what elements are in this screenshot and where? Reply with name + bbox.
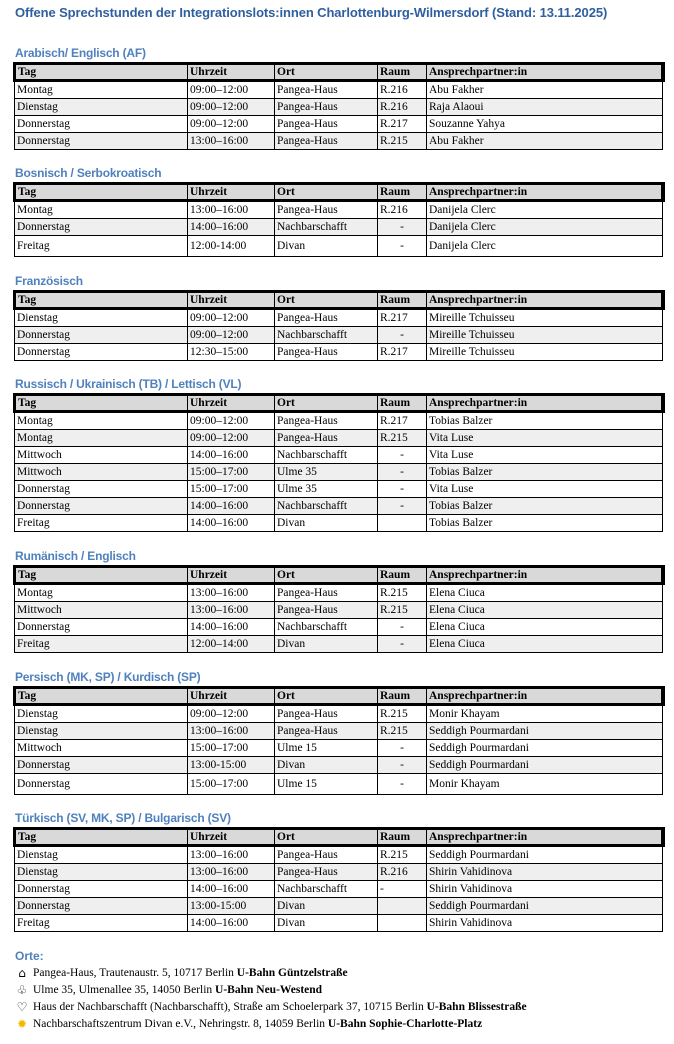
cell-room: R.215 — [378, 584, 427, 602]
cell-room: - — [378, 636, 427, 653]
cell-time: 09:00–12:00 — [188, 327, 275, 344]
table-row — [15, 723, 663, 740]
column-header: Ort — [275, 567, 378, 584]
cell-room: R.215 — [378, 430, 427, 447]
column-header: Ort — [275, 292, 378, 309]
table-row — [15, 846, 663, 864]
column-header: Ansprechpartner:in — [427, 688, 663, 705]
table-row — [15, 464, 663, 481]
table-row — [15, 705, 663, 723]
cell-contact: Vita Luse — [427, 481, 663, 498]
cell-location: Pangea-Haus — [275, 116, 378, 133]
column-header: Raum — [378, 688, 427, 705]
table-header-row — [15, 829, 663, 846]
table-row — [15, 219, 663, 236]
table-row — [15, 116, 663, 133]
cell-time: 15:00–17:00 — [188, 481, 275, 498]
schedule-section — [13, 376, 661, 532]
cell-contact: Danijela Clerc — [427, 201, 663, 219]
section-heading: Französisch — [15, 274, 83, 288]
column-header: Ort — [275, 184, 378, 201]
cell-contact: Shirin Vahidinova — [427, 915, 663, 932]
cell-room: R.216 — [378, 201, 427, 219]
cell-location: Nachbarschafft — [275, 498, 378, 515]
column-header: Tag — [15, 688, 188, 705]
section-heading: Russisch / Ukrainisch (TB) / Lettisch (VL) — [15, 377, 242, 391]
cell-day: Montag — [15, 201, 188, 219]
cell-room: - — [378, 481, 427, 498]
cell-room — [378, 915, 427, 932]
cell-contact: Seddigh Pourmardani — [427, 846, 663, 864]
column-header: Ansprechpartner:in — [427, 829, 663, 846]
table-row — [15, 309, 663, 327]
cell-day: Donnerstag — [15, 116, 188, 133]
cell-time: 13:00–16:00 — [188, 133, 275, 150]
cell-room: R.217 — [378, 309, 427, 327]
table-row — [15, 602, 663, 619]
cell-day: Donnerstag — [15, 133, 188, 150]
column-header: Uhrzeit — [188, 395, 275, 412]
cell-room: R.215 — [378, 602, 427, 619]
cell-time: 14:00–16:00 — [188, 881, 275, 898]
cell-location: Pangea-Haus — [275, 344, 378, 361]
column-header: Raum — [378, 184, 427, 201]
cell-contact: Tobias Balzer — [427, 464, 663, 481]
cell-contact: Danijela Clerc — [427, 236, 663, 257]
legend-address: Nachbarschaftszentrum Divan e.V., Nehringstr. 8, 14059 Berlin — [33, 1018, 328, 1030]
cell-time: 13:00–16:00 — [188, 584, 275, 602]
cell-contact: Souzanne Yahya — [427, 116, 663, 133]
cell-room: R.215 — [378, 723, 427, 740]
cell-contact: Elena Ciuca — [427, 636, 663, 653]
cell-contact: Danijela Clerc — [427, 219, 663, 236]
cell-location: Nachbarschafft — [275, 219, 378, 236]
schedule-table — [13, 686, 665, 795]
table-row — [15, 498, 663, 515]
cell-room: - — [378, 464, 427, 481]
tree-icon: ♧ — [16, 983, 28, 997]
cell-day: Dienstag — [15, 309, 188, 327]
cell-day: Donnerstag — [15, 757, 188, 774]
cell-day: Mittwoch — [15, 464, 188, 481]
cell-time: 13:00-15:00 — [188, 757, 275, 774]
cell-contact: Mireille Tchuisseu — [427, 327, 663, 344]
cell-location: Pangea-Haus — [275, 412, 378, 430]
table-row — [15, 236, 663, 257]
cell-contact: Seddigh Pourmardani — [427, 757, 663, 774]
cell-location: Pangea-Haus — [275, 584, 378, 602]
schedule-section — [13, 165, 661, 257]
schedule-table — [13, 182, 665, 257]
schedule-section — [13, 45, 661, 150]
column-header: Ansprechpartner:in — [427, 64, 663, 81]
legend-item — [15, 965, 527, 982]
table-row — [15, 515, 663, 532]
cell-location: Ulme 35 — [275, 481, 378, 498]
cell-contact: Mireille Tchuisseu — [427, 344, 663, 361]
table-row — [15, 774, 663, 795]
cell-day: Dienstag — [15, 846, 188, 864]
cell-room: - — [378, 219, 427, 236]
cell-time: 14:00–16:00 — [188, 915, 275, 932]
cell-room: - — [378, 327, 427, 344]
cell-day: Donnerstag — [15, 219, 188, 236]
schedule-section — [13, 669, 661, 795]
cell-room: R.217 — [378, 412, 427, 430]
cell-room: - — [378, 619, 427, 636]
cell-room: R.216 — [378, 864, 427, 881]
column-header: Raum — [378, 292, 427, 309]
cell-day: Freitag — [15, 515, 188, 532]
cell-location: Nachbarschafft — [275, 619, 378, 636]
cell-location: Pangea-Haus — [275, 864, 378, 881]
cell-contact: Elena Ciuca — [427, 602, 663, 619]
table-row — [15, 864, 663, 881]
column-header: Ansprechpartner:in — [427, 567, 663, 584]
cell-location: Nachbarschafft — [275, 447, 378, 464]
cell-location: Pangea-Haus — [275, 99, 378, 116]
cell-location: Divan — [275, 898, 378, 915]
cell-time: 15:00–17:00 — [188, 464, 275, 481]
cell-time: 14:00–16:00 — [188, 447, 275, 464]
table-row — [15, 327, 663, 344]
legend-transit: U-Bahn Güntzelstraße — [236, 967, 348, 979]
legend-item — [15, 1016, 527, 1033]
sun-icon: ✹ — [16, 1017, 28, 1031]
column-header: Ansprechpartner:in — [427, 184, 663, 201]
table-header-row — [15, 292, 663, 309]
cell-location: Pangea-Haus — [275, 309, 378, 327]
cell-location: Nachbarschafft — [275, 881, 378, 898]
column-header: Ansprechpartner:in — [427, 395, 663, 412]
cell-contact: Shirin Vahidinova — [427, 864, 663, 881]
table-row — [15, 619, 663, 636]
column-header: Ort — [275, 64, 378, 81]
table-row — [15, 99, 663, 116]
cell-day: Montag — [15, 584, 188, 602]
cell-contact: Abu Fakher — [427, 81, 663, 99]
cell-day: Montag — [15, 81, 188, 99]
cell-contact: Raja Alaoui — [427, 99, 663, 116]
cell-day: Freitag — [15, 636, 188, 653]
cell-time: 09:00–12:00 — [188, 412, 275, 430]
column-header: Ort — [275, 829, 378, 846]
cell-room: - — [378, 447, 427, 464]
cell-time: 13:00–16:00 — [188, 201, 275, 219]
cell-day: Mittwoch — [15, 602, 188, 619]
cell-location: Divan — [275, 915, 378, 932]
cell-day: Dienstag — [15, 705, 188, 723]
cell-location: Pangea-Haus — [275, 81, 378, 99]
legend-address: Haus der Nachbarschafft (Nachbarschafft), Straße am Schoelerpark 37, 10715 Berlin — [33, 1001, 427, 1013]
cell-room — [378, 898, 427, 915]
cell-time: 09:00–12:00 — [188, 81, 275, 99]
column-header: Tag — [15, 829, 188, 846]
cell-time: 12:30–15:00 — [188, 344, 275, 361]
legend-heading: Orte: — [15, 949, 44, 963]
cell-day: Donnerstag — [15, 498, 188, 515]
column-header: Raum — [378, 567, 427, 584]
section-heading: Türkisch (SV, MK, SP) / Bulgarisch (SV) — [15, 811, 231, 825]
cell-contact: Mireille Tchuisseu — [427, 309, 663, 327]
schedule-table — [13, 827, 665, 932]
cell-contact: Shirin Vahidinova — [427, 881, 663, 898]
table-row — [15, 133, 663, 150]
section-heading: Persisch (MK, SP) / Kurdisch (SP) — [15, 670, 201, 684]
table-header-row — [15, 184, 663, 201]
house-icon: ⌂ — [18, 966, 26, 980]
cell-location: Pangea-Haus — [275, 133, 378, 150]
table-row — [15, 740, 663, 757]
locations-legend — [15, 947, 527, 1033]
table-header-row — [15, 567, 663, 584]
cell-day: Montag — [15, 430, 188, 447]
schedule-table — [13, 393, 665, 532]
column-header: Ort — [275, 688, 378, 705]
cell-location: Divan — [275, 636, 378, 653]
cell-time: 15:00–17:00 — [188, 740, 275, 757]
table-row — [15, 636, 663, 653]
cell-room: R.217 — [378, 116, 427, 133]
cell-time: 13:00–16:00 — [188, 864, 275, 881]
column-header: Uhrzeit — [188, 829, 275, 846]
schedule-table — [13, 565, 665, 653]
cell-time: 14:00–16:00 — [188, 619, 275, 636]
cell-time: 12:00–14:00 — [188, 636, 275, 653]
cell-location: Pangea-Haus — [275, 430, 378, 447]
cell-room: - — [378, 774, 427, 795]
cell-contact: Vita Luse — [427, 430, 663, 447]
cell-contact: Seddigh Pourmardani — [427, 898, 663, 915]
column-header: Ansprechpartner:in — [427, 292, 663, 309]
schedule-section — [13, 548, 661, 653]
column-header: Ort — [275, 395, 378, 412]
table-row — [15, 81, 663, 99]
page-title: Offene Sprechstunden der Integrationslots:innen Charlottenburg-Wilmersdorf (Stand: 13.11.2025) — [15, 5, 608, 20]
column-header: Raum — [378, 64, 427, 81]
table-row — [15, 898, 663, 915]
legend-address: Ulme 35, Ulmenallee 35, 14050 Berlin — [33, 984, 216, 996]
column-header: Uhrzeit — [188, 292, 275, 309]
column-header: Tag — [15, 395, 188, 412]
legend-transit: U-Bahn Neu-Westend — [215, 984, 323, 996]
cell-time: 09:00–12:00 — [188, 99, 275, 116]
cell-room: - — [378, 740, 427, 757]
cell-room: - — [378, 498, 427, 515]
cell-location: Divan — [275, 236, 378, 257]
cell-day: Donnerstag — [15, 619, 188, 636]
cell-room: R.216 — [378, 81, 427, 99]
cell-room: - — [378, 236, 427, 257]
column-header: Raum — [378, 395, 427, 412]
cell-contact: Seddigh Pourmardani — [427, 740, 663, 757]
legend-item — [15, 999, 527, 1016]
cell-day: Donnerstag — [15, 774, 188, 795]
cell-room: - — [378, 757, 427, 774]
column-header: Uhrzeit — [188, 184, 275, 201]
section-heading: Bosnisch / Serbokroatisch — [15, 166, 162, 180]
legend-address: Pangea-Haus, Trautenaustr. 5, 10717 Berlin — [33, 967, 237, 979]
table-row — [15, 881, 663, 898]
column-header: Tag — [15, 292, 188, 309]
cell-contact: Vita Luse — [427, 447, 663, 464]
table-row — [15, 584, 663, 602]
cell-day: Donnerstag — [15, 344, 188, 361]
cell-day: Dienstag — [15, 99, 188, 116]
cell-time: 13:00-15:00 — [188, 898, 275, 915]
table-row — [15, 201, 663, 219]
cell-day: Donnerstag — [15, 327, 188, 344]
column-header: Tag — [15, 567, 188, 584]
cell-location: Pangea-Haus — [275, 201, 378, 219]
cell-room: R.216 — [378, 99, 427, 116]
cell-location: Pangea-Haus — [275, 602, 378, 619]
legend-items — [15, 965, 527, 1033]
section-heading: Arabisch/ Englisch (AF) — [15, 46, 146, 60]
cell-contact: Monir Khayam — [427, 705, 663, 723]
cell-day: Freitag — [15, 236, 188, 257]
cell-day: Donnerstag — [15, 898, 188, 915]
cell-day: Mittwoch — [15, 740, 188, 757]
cell-contact: Monir Khayam — [427, 774, 663, 795]
cell-location: Pangea-Haus — [275, 723, 378, 740]
schedule-table — [13, 290, 665, 361]
column-header: Uhrzeit — [188, 64, 275, 81]
cell-location: Pangea-Haus — [275, 846, 378, 864]
table-header-row — [15, 64, 663, 81]
table-row — [15, 481, 663, 498]
cell-day: Dienstag — [15, 864, 188, 881]
cell-day: Donnerstag — [15, 881, 188, 898]
table-row — [15, 430, 663, 447]
cell-day: Donnerstag — [15, 481, 188, 498]
cell-location: Pangea-Haus — [275, 705, 378, 723]
cell-location: Ulme 15 — [275, 774, 378, 795]
cell-location: Divan — [275, 515, 378, 532]
cell-time: 14:00–16:00 — [188, 219, 275, 236]
cell-contact: Tobias Balzer — [427, 515, 663, 532]
table-header-row — [15, 688, 663, 705]
cell-contact: Elena Ciuca — [427, 619, 663, 636]
cell-day: Dienstag — [15, 723, 188, 740]
cell-time: 09:00–12:00 — [188, 116, 275, 133]
column-header: Raum — [378, 829, 427, 846]
schedule-section — [13, 810, 661, 932]
cell-time: 13:00–16:00 — [188, 602, 275, 619]
cell-contact: Elena Ciuca — [427, 584, 663, 602]
cell-time: 14:00–16:00 — [188, 498, 275, 515]
legend-transit: U-Bahn Blissestraße — [426, 1001, 527, 1013]
schedule-table — [13, 62, 665, 150]
cell-room: R.215 — [378, 705, 427, 723]
cell-day: Montag — [15, 412, 188, 430]
table-row — [15, 757, 663, 774]
cell-time: 09:00–12:00 — [188, 309, 275, 327]
cell-room — [378, 515, 427, 532]
column-header: Uhrzeit — [188, 567, 275, 584]
cell-location: Ulme 15 — [275, 740, 378, 757]
cell-time: 09:00–12:00 — [188, 430, 275, 447]
cell-day: Freitag — [15, 915, 188, 932]
heart-hands-icon: ♡ — [16, 1000, 28, 1014]
cell-time: 09:00–12:00 — [188, 705, 275, 723]
legend-item — [15, 982, 527, 999]
cell-time: 13:00–16:00 — [188, 846, 275, 864]
cell-time: 14:00–16:00 — [188, 515, 275, 532]
cell-time: 13:00–16:00 — [188, 723, 275, 740]
cell-contact: Abu Fakher — [427, 133, 663, 150]
cell-contact: Seddigh Pourmardani — [427, 723, 663, 740]
table-row — [15, 412, 663, 430]
section-heading: Rumänisch / Englisch — [15, 549, 136, 563]
table-row — [15, 915, 663, 932]
cell-room: R.217 — [378, 344, 427, 361]
cell-room: R.215 — [378, 133, 427, 150]
cell-time: 15:00–17:00 — [188, 774, 275, 795]
cell-contact: Tobias Balzer — [427, 498, 663, 515]
cell-contact: Tobias Balzer — [427, 412, 663, 430]
schedule-section — [13, 273, 661, 361]
column-header: Tag — [15, 184, 188, 201]
cell-room: R.215 — [378, 846, 427, 864]
cell-time: 12:00-14:00 — [188, 236, 275, 257]
cell-location: Ulme 35 — [275, 464, 378, 481]
table-row — [15, 344, 663, 361]
cell-room: - — [378, 881, 427, 898]
table-header-row — [15, 395, 663, 412]
table-row — [15, 447, 663, 464]
legend-transit: U-Bahn Sophie-Charlotte-Platz — [327, 1018, 483, 1030]
cell-location: Divan — [275, 757, 378, 774]
cell-location: Nachbarschafft — [275, 327, 378, 344]
column-header: Uhrzeit — [188, 688, 275, 705]
cell-day: Mittwoch — [15, 447, 188, 464]
column-header: Tag — [15, 64, 188, 81]
